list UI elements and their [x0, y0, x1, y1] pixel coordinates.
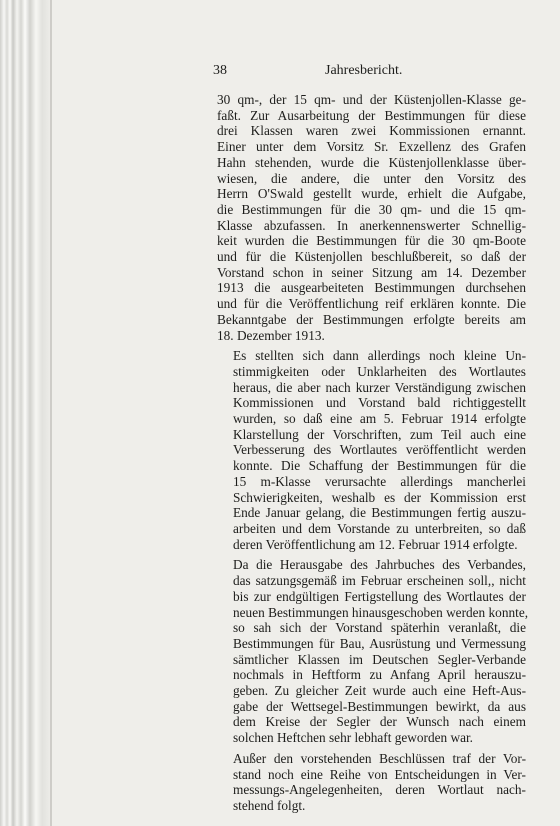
text-line: Klasse abzufassen. In anerkennenswerter Schnellig- [217, 217, 526, 233]
text-line: nochmals in Heftform zu Anfang April herauszu- [233, 667, 526, 683]
text-line: Ende Januar gelang, die Bestimmungen fertig auszu- [233, 505, 526, 521]
text-line: stehend folgt. [233, 797, 306, 813]
paragraph [217, 557, 529, 746]
text-line: keit wurden die Bestimmungen für die 30 qm-Boote [217, 233, 526, 249]
text-line: geben. Zu gleicher Zeit wurde auch eine Heft-Aus- [233, 683, 526, 699]
page-number: 38 [213, 63, 227, 78]
text-line: Es stellten sich dann allerdings noch kleine Un- [233, 348, 526, 364]
text-line: konnte. Die Schaffung der Bestimmungen für die [233, 458, 526, 474]
text-line: solchen Heftchen sehr lebhaft geworden war. [233, 730, 473, 746]
text-line: deren Veröffentlichung am 12. Februar 1914 erfolgte. [233, 536, 518, 552]
text-line: faßt. Zur Ausarbeitung der Bestimmungen für diese [217, 107, 526, 123]
paragraph [217, 348, 526, 552]
text-line: gabe der Wettsegel-Bestimmungen bewirkt, da aus [233, 698, 526, 714]
text-line: bis zur endgültigen Fertigstellung des Wortlautes der [233, 588, 526, 604]
text-line: Schwierigkeiten, weshalb es der Kommission erst [233, 489, 526, 505]
text-line: Bestimmungen für Bau, Ausrüstung und Vermessung [233, 635, 526, 651]
paragraph [217, 92, 526, 343]
text-line: Klarstellung der Vorschriften, zum Teil auch eine [233, 426, 526, 442]
text-line: stimmigkeiten oder Unklarheiten des Wortlautes [233, 363, 526, 379]
text-line: messungs-Angelegenheiten, deren Wortlaut nach- [233, 782, 526, 798]
text-line: neuen Bestimmungen hinausgeschoben werden konnte, [233, 604, 529, 620]
text-line: die Bestimmungen für die 30 qm- und die 15 qm- [217, 201, 526, 217]
text-line: 18. Dezember 1913. [217, 327, 325, 343]
text-line: und für die Veröffentlichung reif erklären konnte. Die [217, 296, 526, 312]
text-line: Vorstand schon in seiner Sitzung am 14. Dezember [217, 264, 526, 280]
text-line: stand noch eine Reihe von Entscheidungen in Ver- [233, 766, 526, 782]
page-header [213, 63, 513, 81]
text-line: und für die Küstenjollen beschlußbereit, so daß der [217, 249, 526, 265]
text-line: drei Klassen waren zwei Kommissionen ernannt. [217, 123, 526, 139]
text-line: das satzungsgemäß im Februar erscheinen soll,, nicht [233, 573, 526, 589]
text-line: sämtlicher Klassen im Deutschen Segler-Verbande [233, 651, 526, 667]
text-line: wurden, so daß eine am 5. Februar 1914 erfolgte [233, 411, 526, 427]
page-gutter-shadow [50, 0, 52, 826]
text-line: 1913 die ausgearbeiteten Bestimmungen durchsehen [217, 280, 526, 296]
text-line: Außer den vorstehenden Beschlüssen traf der Vor- [233, 750, 526, 766]
book-binding-edge [0, 0, 52, 826]
paragraph [217, 751, 526, 814]
running-title: Jahresbericht. [325, 63, 403, 78]
text-line: Kommissionen und Vorstand bald richtiggestellt [233, 395, 526, 411]
text-line: heraus, die aber nach kurzer Verständigung zwischen [233, 379, 526, 395]
text-line: dem Kreise der Segler der Wunsch nach einem [233, 714, 526, 730]
text-line: 15 m-Klasse verursachte allerdings mancherlei [233, 473, 526, 489]
text-line: Einer unter dem Vorsitz Sr. Exzellenz des Grafen [217, 139, 526, 155]
text-line: arbeiten und dem Vorstande zu unterbreiten, so daß [233, 520, 526, 536]
text-line: Hahn stehenden, wurde die Küstenjollenklasse über- [217, 154, 526, 170]
body-text [217, 92, 529, 814]
text-line: so sah sich der Vorstand späterhin veranlaßt, die [233, 620, 526, 636]
text-line: 30 qm-, der 15 qm- und der Küstenjollen-Klasse ge- [217, 92, 526, 107]
text-line: wiesen, die andere, die unter den Vorsitz des [217, 170, 526, 186]
text-line: Herrn O'Swald gestellt wurde, erhielt die Aufgabe, [217, 186, 526, 202]
text-line: Bekanntgabe der Bestimmungen erfolgte bereits am [217, 311, 526, 327]
text-line: Da die Herausgabe des Jahrbuches des Verbandes, [233, 557, 526, 573]
text-line: Verbesserung des Wortlautes veröffentlicht werden [233, 442, 526, 458]
